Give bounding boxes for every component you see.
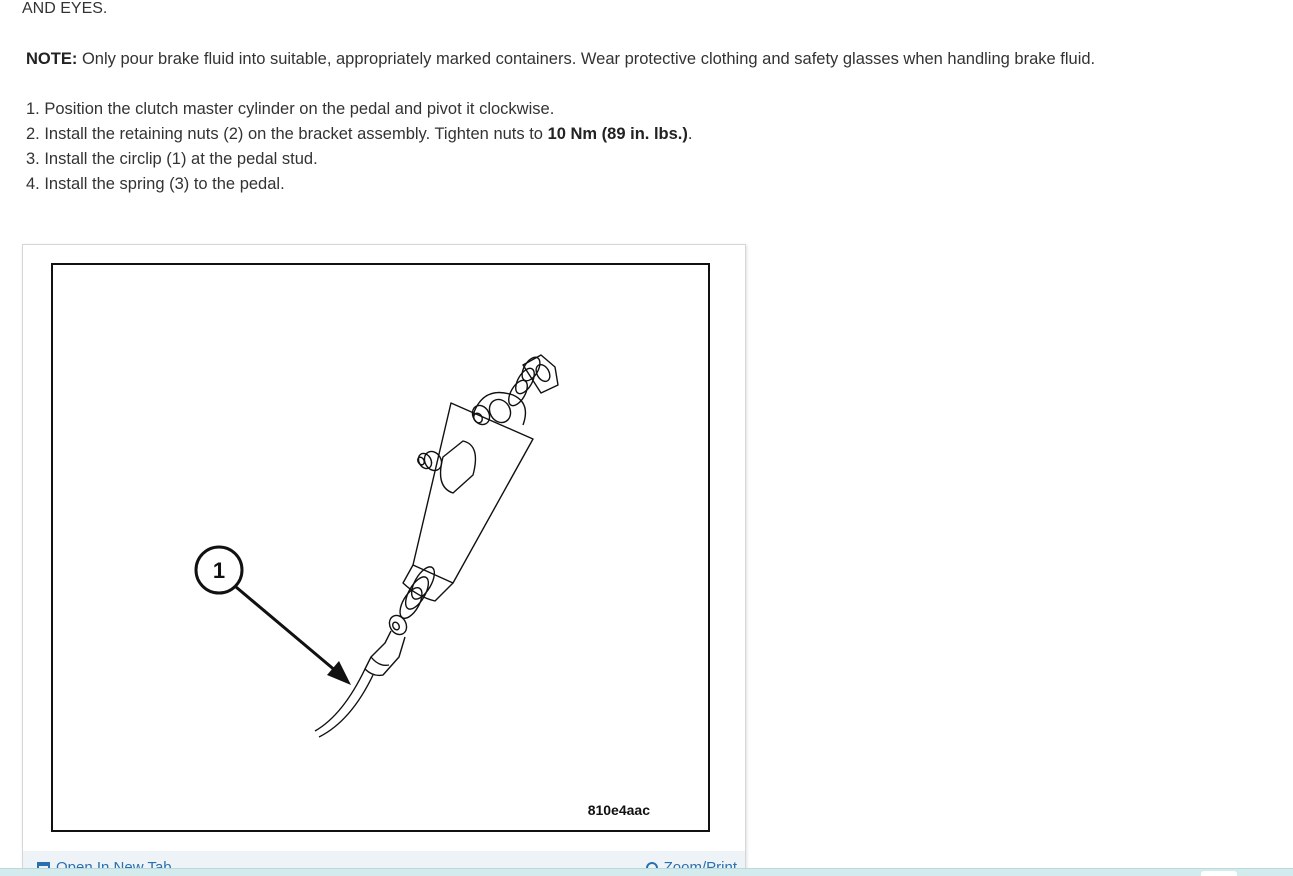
step-text: 4. Install the spring (3) to the pedal.: [26, 175, 285, 193]
step-item: [26, 97, 692, 122]
step-text: 3. Install the circlip (1) at the pedal stud.: [26, 150, 318, 168]
figure-illustration[interactable]: [51, 263, 710, 832]
callout-label: 1: [212, 558, 226, 583]
note-text: Only pour brake fluid into suitable, appropriately marked containers. Wear protective clothing and safety glasses when handling brake fluid.: [81, 50, 1096, 68]
toolbar-button[interactable]: [1201, 871, 1237, 876]
figure-code: 810e4aac: [587, 802, 650, 818]
step-text: 2. Install the retaining nuts (2) on the bracket assembly. Tighten nuts to: [26, 125, 548, 143]
figure-card: [22, 244, 746, 876]
torque-spec: 10 Nm (89 in. lbs.): [547, 125, 688, 143]
bottom-toolbar: [0, 868, 1293, 876]
step-item: [26, 122, 692, 147]
step-text: 1. Position the clutch master cylinder on the pedal and pivot it clockwise.: [26, 100, 555, 118]
note-paragraph: [26, 48, 1095, 70]
step-item: [26, 172, 692, 197]
step-item: [26, 147, 692, 172]
note-label: NOTE:: [26, 50, 78, 68]
previous-text-fragment: AND EYES.: [22, 0, 108, 17]
clutch-master-cylinder-drawing: [53, 265, 708, 830]
step-text-end: .: [687, 125, 693, 143]
procedure-steps: [26, 97, 692, 197]
